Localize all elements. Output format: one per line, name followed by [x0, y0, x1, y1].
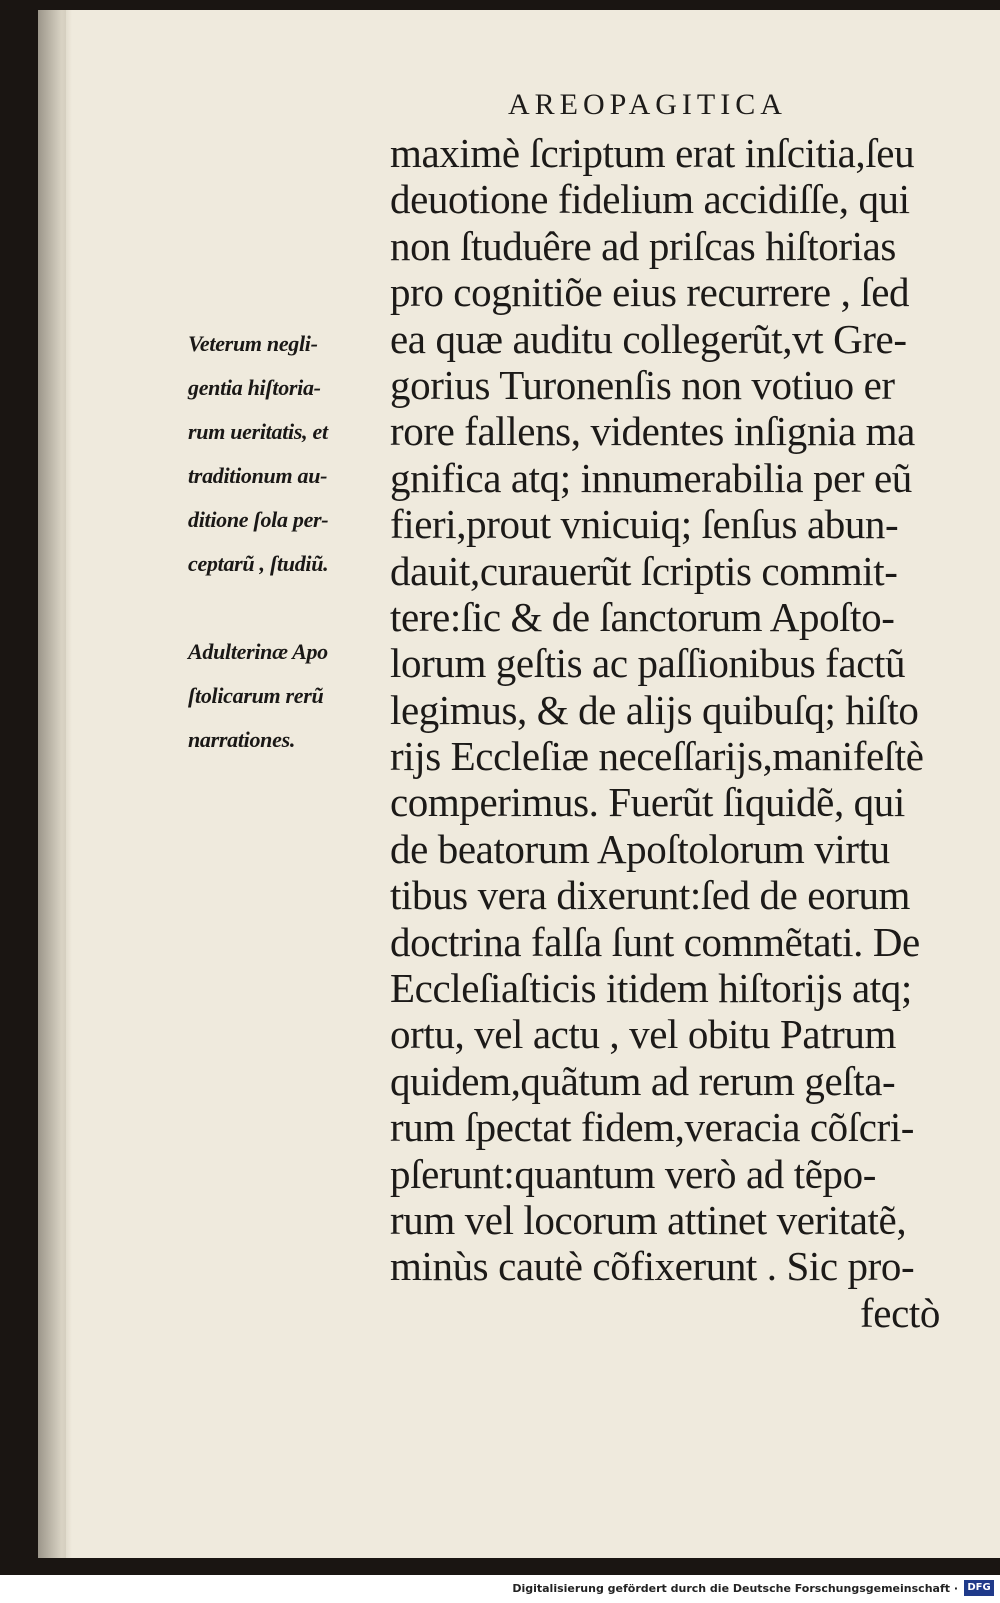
marginal-note: [188, 322, 390, 586]
text-line: ortu, vel actu , vel obitu Patrum: [390, 1011, 897, 1058]
text-line: lorum geſtis ac paſſionibus factũ: [390, 640, 906, 687]
text-line: doctrina falſa ſunt commẽtati. De: [390, 918, 920, 965]
digitization-footer: [0, 1575, 1000, 1603]
note-line: narrationes.: [188, 727, 296, 752]
text-line: pro cognitiõe eius recurrere , ſed: [390, 269, 910, 316]
text-line: fieri,prout vnicuiq; ſenſus abun-: [390, 501, 899, 548]
marginal-note: [188, 630, 390, 762]
text-line: gorius Turonenſis non votiuo er: [390, 361, 895, 408]
text-line: pſerunt:quantum verò ad tẽpo-: [390, 1150, 876, 1197]
text-line: rum ſpectat fidem,veracia cõſcri-: [390, 1104, 915, 1151]
text-line: minùs cautè cõfixerunt . Sic pro-: [390, 1243, 915, 1290]
text-line: legimus, & de alijs quibuſq; hiſto: [390, 686, 919, 733]
text-line: rijs Eccleſiæ neceſſarijs,manifeſtè: [390, 733, 924, 780]
text-line: rum vel locorum attinet veritatẽ,: [390, 1196, 907, 1243]
main-text-block: [390, 130, 950, 1336]
note-line: ſtolicarum rerũ: [188, 683, 324, 708]
note-line: rum ueritatis, et: [188, 419, 328, 444]
text-line: rore fallens, videntes inſignia ma: [390, 408, 915, 455]
text-line: maximè ſcriptum erat inſcitia,ſeu: [390, 130, 915, 176]
text-line: non ſtuduêre ad priſcas hiſtorias: [390, 222, 896, 269]
text-line: dauit,curauerũt ſcriptis commit-: [390, 547, 898, 594]
running-title: AREOPAGITICA: [508, 88, 787, 121]
text-line: quidem,quãtum ad rerum geſta-: [390, 1057, 896, 1104]
footer-credit: Digitalisierung gefördert durch die Deutsche Forschungsgemeinschaft ·: [512, 1582, 958, 1595]
text-line: ea quæ auditu collegerũt,vt Gre-: [390, 315, 907, 362]
text-line: comperimus. Fuerũt ſiquidẽ, qui: [390, 779, 905, 826]
note-line: Veterum negli-: [188, 331, 318, 356]
note-line: ceptarũ , ſtudiũ.: [188, 551, 329, 576]
text-line: tere:ſic & de ſanctorum Apoſto-: [390, 593, 895, 640]
text-line: deuotione fidelium accidiſſe, qui: [390, 176, 910, 223]
text-line: tibus vera dixerunt:ſed de eorum: [390, 872, 911, 919]
catchword: fectò: [860, 1289, 940, 1336]
dfg-logo-icon: DFG: [964, 1580, 994, 1596]
note-line: gentia hiſtoria-: [188, 375, 321, 400]
note-line: traditionum au-: [188, 463, 328, 488]
text-line: Eccleſiaſticis itidem hiſtorijs atq;: [390, 965, 912, 1012]
note-line: Adulterinæ Apo: [188, 639, 328, 664]
text-line: gnifica atq; innumerabilia per eũ: [390, 454, 912, 501]
note-line: ditione ſola per-: [188, 507, 329, 532]
page-gutter: [38, 10, 72, 1558]
text-line: de beatorum Apoſtolorum virtu: [390, 825, 890, 872]
